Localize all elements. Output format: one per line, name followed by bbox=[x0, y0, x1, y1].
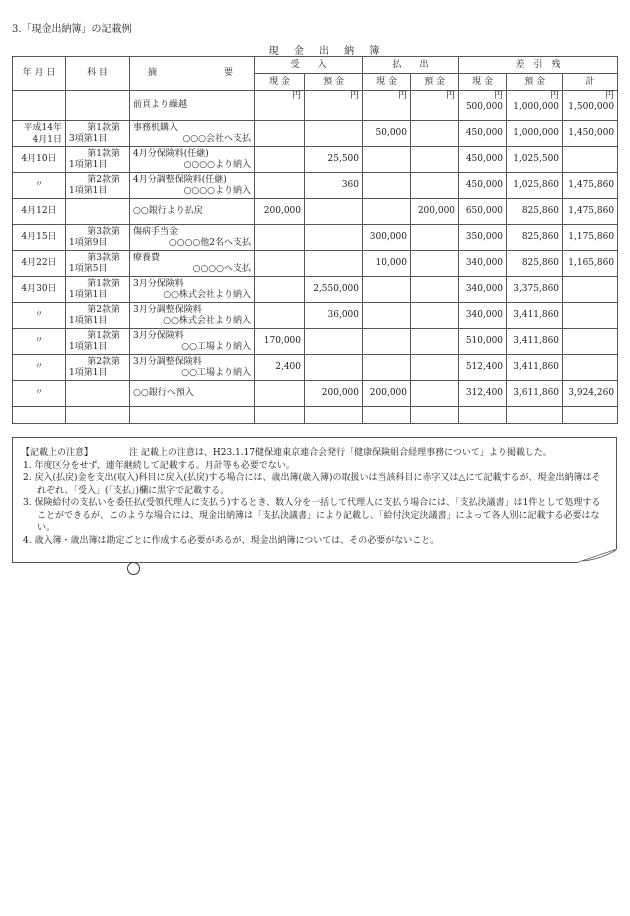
amount-value: 450,000 bbox=[465, 128, 504, 138]
summary-cell bbox=[130, 303, 255, 329]
amount-cell-in-cash bbox=[255, 121, 305, 147]
summary-cell bbox=[130, 381, 255, 407]
notes-source: 注 記載上の注意は、H23.1.17健保連東京連合会発行「健康保険組合経理事務について」より掲載した。 bbox=[129, 448, 552, 458]
amount-cell-bal-dep bbox=[507, 329, 563, 355]
amount-cell-in-cash bbox=[255, 225, 305, 251]
account-cell bbox=[66, 277, 130, 303]
date-cell bbox=[13, 147, 66, 173]
summary-line: 4月分調整保険料(任継) bbox=[133, 174, 227, 185]
account-line: 第2款第 bbox=[87, 174, 120, 185]
amount-value: 1,175,860 bbox=[568, 232, 615, 242]
empty-cell bbox=[363, 407, 411, 424]
page-curl-icon bbox=[577, 549, 617, 563]
amount-cell-bal-dep bbox=[507, 199, 563, 225]
table-row bbox=[13, 121, 618, 147]
summary-line: ○○○会社へ支払 bbox=[182, 133, 251, 144]
header-balance: 差 引 残 bbox=[459, 57, 618, 74]
date-text: 4月12日 bbox=[21, 206, 57, 216]
amount-cell-in-dep bbox=[305, 355, 363, 381]
amount-value: 500,000 bbox=[465, 102, 504, 112]
amount-value: 450,000 bbox=[465, 154, 504, 164]
date-cell bbox=[13, 355, 66, 381]
amount-cell-bal-total bbox=[563, 121, 618, 147]
amount-cell-bal-total bbox=[563, 355, 618, 381]
account-cell bbox=[66, 303, 130, 329]
amount-cell-out-dep bbox=[411, 225, 459, 251]
amount-cell-in-cash bbox=[255, 251, 305, 277]
summary-line: ○○○○より納入 bbox=[183, 185, 251, 196]
amount-cell-bal-dep bbox=[507, 147, 563, 173]
account-line: 1項第9目 bbox=[69, 237, 108, 248]
yen-unit: 円 bbox=[398, 91, 408, 101]
summary-cell bbox=[130, 147, 255, 173]
ledger-title: 現 金 出 納 簿 bbox=[268, 46, 386, 57]
amount-cell-bal-cash bbox=[459, 303, 507, 329]
summary-line: 傷病手当金 bbox=[133, 226, 179, 237]
amount-cell-bal-dep bbox=[507, 303, 563, 329]
empty-cell bbox=[459, 407, 507, 424]
amount-cell-in-dep bbox=[305, 381, 363, 407]
date-text: 〃 bbox=[34, 388, 44, 398]
summary-line: ○○株式会社より納入 bbox=[163, 315, 251, 326]
summary-line: 3月分調整保険料 bbox=[133, 356, 202, 367]
amount-cell-in-dep bbox=[305, 329, 363, 355]
amount-cell-bal-total bbox=[563, 329, 618, 355]
amount-value: 3,375,860 bbox=[513, 284, 560, 294]
account-cell bbox=[66, 329, 130, 355]
amount-cell-bal-total bbox=[563, 173, 618, 199]
amount-cell-out-cash bbox=[363, 381, 411, 407]
amount-value: 300,000 bbox=[369, 232, 408, 242]
amount-value: 1,500,000 bbox=[568, 102, 615, 112]
amount-value: 340,000 bbox=[465, 310, 504, 320]
date-cell bbox=[13, 199, 66, 225]
date-cell bbox=[13, 173, 66, 199]
header-bal-deposit: 預 金 bbox=[507, 74, 563, 91]
amount-value: 825,860 bbox=[521, 232, 560, 242]
summary-cell bbox=[130, 91, 255, 121]
empty-cell bbox=[507, 407, 563, 424]
amount-cell-bal-total bbox=[563, 147, 618, 173]
amount-cell-out-cash bbox=[363, 121, 411, 147]
amount-value: 10,000 bbox=[375, 258, 408, 268]
amount-cell-bal-cash bbox=[459, 121, 507, 147]
amount-cell-out-dep bbox=[411, 91, 459, 121]
amount-value: 2,400 bbox=[275, 362, 301, 372]
yen-unit: 円 bbox=[550, 91, 560, 101]
date-text: 平成14年 4月1日 bbox=[23, 122, 62, 145]
amount-cell-bal-cash bbox=[459, 199, 507, 225]
empty-cell bbox=[13, 407, 66, 424]
summary-line: ○○○○より納入 bbox=[183, 159, 251, 170]
amount-value: 1,475,860 bbox=[568, 206, 615, 216]
table-row bbox=[13, 277, 618, 303]
account-cell bbox=[66, 225, 130, 251]
amount-cell-in-dep bbox=[305, 199, 363, 225]
amount-cell-bal-dep bbox=[507, 277, 563, 303]
amount-cell-out-dep bbox=[411, 381, 459, 407]
account-line: 第1款第 bbox=[87, 330, 120, 341]
amount-cell-bal-total bbox=[563, 277, 618, 303]
amount-cell-out-cash bbox=[363, 225, 411, 251]
header-payments: 払 出 bbox=[363, 57, 459, 74]
summary-cell bbox=[130, 251, 255, 277]
summary-line: ○○銀行より払戻 bbox=[133, 206, 203, 216]
header-summary bbox=[130, 57, 255, 91]
note-item: 3. 保険給付の支払いを委任払(受領代理人に支払う)するとき、数人分を一括して代理人に支払う場合には、「支払決議書」は1件として処理することができるが、このような場合には、現金出納簿は「支払決議書」により記載し、「給付決定決議書」によって各人別に記載する必要はない。 bbox=[23, 498, 601, 533]
amount-value: 200,000 bbox=[417, 206, 456, 216]
amount-cell-bal-dep bbox=[507, 91, 563, 121]
section-heading: 3.「現金出納簿」の記載例 bbox=[12, 24, 132, 35]
date-cell bbox=[13, 381, 66, 407]
amount-cell-bal-dep bbox=[507, 251, 563, 277]
header-out-deposit: 預 金 bbox=[411, 74, 459, 91]
account-cell bbox=[66, 251, 130, 277]
table-row bbox=[13, 251, 618, 277]
cash-ledger-table bbox=[12, 56, 618, 424]
summary-line: ○○○○へ支払 bbox=[192, 263, 251, 274]
amount-cell-out-dep bbox=[411, 329, 459, 355]
circle-mark-icon bbox=[127, 562, 140, 575]
account-line: 第3款第 bbox=[87, 226, 120, 237]
account-cell bbox=[66, 91, 130, 121]
notes-title: 【記載上の注意】 bbox=[21, 448, 94, 458]
table-row bbox=[13, 303, 618, 329]
account-line: 1項第1目 bbox=[69, 367, 108, 378]
summary-cell bbox=[130, 355, 255, 381]
amount-value: 1,000,000 bbox=[513, 128, 560, 138]
account-line: 1項第1目 bbox=[69, 315, 108, 326]
amount-value: 340,000 bbox=[465, 284, 504, 294]
date-cell bbox=[13, 91, 66, 121]
amount-cell-out-cash bbox=[363, 277, 411, 303]
date-text: 4月15日 bbox=[21, 232, 57, 242]
amount-cell-bal-cash bbox=[459, 91, 507, 121]
amount-cell-out-dep bbox=[411, 147, 459, 173]
amount-value: 510,000 bbox=[465, 336, 504, 346]
amount-value: 25,500 bbox=[327, 154, 360, 164]
amount-cell-bal-total bbox=[563, 225, 618, 251]
table-row bbox=[13, 381, 618, 407]
amount-cell-in-cash bbox=[255, 173, 305, 199]
summary-cell bbox=[130, 225, 255, 251]
yen-unit: 円 bbox=[494, 91, 504, 101]
amount-value: 450,000 bbox=[465, 180, 504, 190]
account-line: 1項第1目 bbox=[69, 159, 108, 170]
amount-cell-in-cash bbox=[255, 381, 305, 407]
empty-cell bbox=[411, 407, 459, 424]
table-row bbox=[13, 199, 618, 225]
empty-cell bbox=[255, 407, 305, 424]
account-line: 1項第1目 bbox=[69, 185, 108, 196]
summary-line: ○○株式会社より納入 bbox=[163, 289, 251, 300]
account-line: 第2款第 bbox=[87, 304, 120, 315]
amount-value: 2,550,000 bbox=[313, 284, 360, 294]
amount-cell-bal-total bbox=[563, 381, 618, 407]
note-item: 4. 歳入簿・歳出簿は勘定ごとに作成する必要があるが、現金出納簿については、その必要がないこと。 bbox=[23, 535, 440, 546]
amount-cell-bal-dep bbox=[507, 121, 563, 147]
amount-value: 1,165,860 bbox=[568, 258, 615, 268]
header-summary-b: 要 bbox=[223, 68, 233, 78]
account-line: 第2款第 bbox=[87, 356, 120, 367]
date-text: 4月22日 bbox=[21, 258, 57, 268]
summary-cell bbox=[130, 199, 255, 225]
amount-cell-in-dep bbox=[305, 277, 363, 303]
amount-cell-in-dep bbox=[305, 173, 363, 199]
summary-line: ○○工場より納入 bbox=[181, 341, 251, 352]
summary-cell bbox=[130, 121, 255, 147]
summary-line: 3月分保険料 bbox=[133, 330, 184, 341]
amount-cell-bal-total bbox=[563, 251, 618, 277]
amount-cell-in-cash bbox=[255, 277, 305, 303]
amount-cell-in-cash bbox=[255, 147, 305, 173]
empty-cell bbox=[130, 407, 255, 424]
date-cell bbox=[13, 277, 66, 303]
header-out-cash: 現 金 bbox=[363, 74, 411, 91]
date-cell bbox=[13, 121, 66, 147]
amount-cell-bal-dep bbox=[507, 173, 563, 199]
amount-cell-out-cash bbox=[363, 173, 411, 199]
amount-cell-in-dep bbox=[305, 251, 363, 277]
summary-line: 3月分保険料 bbox=[133, 278, 184, 289]
amount-value: 512,400 bbox=[465, 362, 504, 372]
amount-cell-in-cash bbox=[255, 199, 305, 225]
summary-line: ○○銀行へ預入 bbox=[133, 388, 194, 398]
amount-cell-in-dep bbox=[305, 91, 363, 121]
amount-cell-out-cash bbox=[363, 303, 411, 329]
header-account: 科 目 bbox=[66, 57, 130, 91]
amount-value: 350,000 bbox=[465, 232, 504, 242]
amount-cell-bal-cash bbox=[459, 329, 507, 355]
amount-cell-out-dep bbox=[411, 355, 459, 381]
account-cell bbox=[66, 147, 130, 173]
header-in-deposit: 預 金 bbox=[305, 74, 363, 91]
table-row bbox=[13, 225, 618, 251]
amount-value: 3,611,860 bbox=[513, 388, 560, 398]
account-cell bbox=[66, 121, 130, 147]
header-bal-total: 計 bbox=[563, 74, 618, 91]
amount-cell-in-dep bbox=[305, 147, 363, 173]
amount-cell-bal-cash bbox=[459, 251, 507, 277]
amount-cell-bal-cash bbox=[459, 355, 507, 381]
amount-value: 36,000 bbox=[327, 310, 360, 320]
amount-value: 200,000 bbox=[321, 388, 360, 398]
amount-value: 650,000 bbox=[465, 206, 504, 216]
amount-value: 1,025,500 bbox=[513, 154, 560, 164]
yen-unit: 円 bbox=[350, 91, 360, 101]
date-text: 4月10日 bbox=[21, 154, 57, 164]
amount-cell-out-cash bbox=[363, 147, 411, 173]
amount-cell-bal-cash bbox=[459, 173, 507, 199]
amount-value: 200,000 bbox=[369, 388, 408, 398]
amount-cell-out-cash bbox=[363, 329, 411, 355]
amount-value: 200,000 bbox=[263, 206, 301, 216]
amount-cell-bal-total bbox=[563, 303, 618, 329]
header-date: 年 月 日 bbox=[13, 57, 66, 91]
table-row bbox=[13, 173, 618, 199]
amount-cell-bal-dep bbox=[507, 355, 563, 381]
summary-cell bbox=[130, 173, 255, 199]
account-cell bbox=[66, 199, 130, 225]
account-line: 第3款第 bbox=[87, 252, 120, 263]
amount-cell-in-dep bbox=[305, 225, 363, 251]
amount-value: 3,411,860 bbox=[513, 310, 560, 320]
amount-value: 1,450,000 bbox=[568, 128, 615, 138]
date-text: 〃 bbox=[34, 310, 44, 320]
account-cell bbox=[66, 173, 130, 199]
yen-unit: 円 bbox=[291, 91, 301, 101]
amount-value: 3,924,260 bbox=[568, 388, 615, 398]
summary-line: 療養費 bbox=[133, 252, 161, 263]
summary-line: 前頁より繰越 bbox=[133, 100, 188, 110]
amount-value: 170,000 bbox=[263, 336, 301, 346]
amount-cell-bal-cash bbox=[459, 277, 507, 303]
yen-unit: 円 bbox=[605, 91, 615, 101]
amount-cell-out-dep bbox=[411, 303, 459, 329]
amount-value: 360 bbox=[341, 180, 360, 190]
date-text: 4月30日 bbox=[21, 284, 57, 294]
note-item: 2. 戻入(払戻)金を支出(収入)科目に戻入(払戻)する場合には、歳出簿(歳入簿)の取扱いは当該科目に赤字又は△にて記載するが、現金出納簿はそれぞれ、「受入」(「支払」)欄に黒字で記載する。 bbox=[23, 473, 601, 496]
date-cell bbox=[13, 329, 66, 355]
amount-cell-out-cash bbox=[363, 355, 411, 381]
amount-cell-bal-cash bbox=[459, 381, 507, 407]
amount-cell-bal-cash bbox=[459, 147, 507, 173]
amount-cell-in-cash bbox=[255, 329, 305, 355]
summary-line: ○○○○他2名へ支払 bbox=[168, 237, 251, 248]
amount-cell-in-dep bbox=[305, 121, 363, 147]
date-cell bbox=[13, 251, 66, 277]
table-row bbox=[13, 355, 618, 381]
amount-value: 825,860 bbox=[521, 258, 560, 268]
table-row bbox=[13, 329, 618, 355]
account-line: 第1款第 bbox=[87, 122, 120, 133]
amount-value: 340,000 bbox=[465, 258, 504, 268]
amount-cell-out-cash bbox=[363, 199, 411, 225]
table-row bbox=[13, 147, 618, 173]
amount-cell-out-dep bbox=[411, 173, 459, 199]
amount-value: 312,400 bbox=[465, 388, 504, 398]
notes-box bbox=[12, 437, 617, 563]
account-line: 1項第1目 bbox=[69, 341, 108, 352]
amount-cell-bal-dep bbox=[507, 381, 563, 407]
summary-line: ○○工場より納入 bbox=[181, 367, 251, 378]
account-cell bbox=[66, 381, 130, 407]
account-line: 1項第1目 bbox=[69, 289, 108, 300]
account-line: 第1款第 bbox=[87, 278, 120, 289]
empty-cell bbox=[305, 407, 363, 424]
amount-cell-in-dep bbox=[305, 303, 363, 329]
table-row-empty bbox=[13, 407, 618, 424]
amount-cell-out-dep bbox=[411, 277, 459, 303]
amount-value: 1,475,860 bbox=[568, 180, 615, 190]
amount-value: 1,000,000 bbox=[513, 102, 560, 112]
date-text: 〃 bbox=[34, 336, 44, 346]
amount-value: 50,000 bbox=[375, 128, 408, 138]
header-receipts: 受 入 bbox=[255, 57, 363, 74]
date-cell bbox=[13, 303, 66, 329]
amount-cell-out-dep bbox=[411, 199, 459, 225]
empty-cell bbox=[66, 407, 130, 424]
amount-cell-out-dep bbox=[411, 121, 459, 147]
summary-cell bbox=[130, 277, 255, 303]
account-line: 第1款第 bbox=[87, 148, 120, 159]
amount-value: 3,411,860 bbox=[513, 336, 560, 346]
amount-cell-out-cash bbox=[363, 91, 411, 121]
empty-cell bbox=[563, 407, 618, 424]
table-row bbox=[13, 91, 618, 121]
account-line: 3項第1目 bbox=[69, 133, 108, 144]
header-in-cash: 現 金 bbox=[255, 74, 305, 91]
note-item: 1. 年度区分をせず、連年継続して記載する。月計等も必要でない。 bbox=[23, 460, 295, 471]
summary-line: 4月分保険料(任継) bbox=[133, 148, 209, 159]
date-text: 〃 bbox=[34, 180, 44, 190]
amount-value: 3,411,860 bbox=[513, 362, 560, 372]
date-cell bbox=[13, 225, 66, 251]
amount-cell-in-cash bbox=[255, 303, 305, 329]
amount-cell-out-dep bbox=[411, 251, 459, 277]
summary-cell bbox=[130, 329, 255, 355]
amount-cell-bal-total bbox=[563, 91, 618, 121]
summary-line: 事務机購入 bbox=[133, 122, 179, 133]
yen-unit: 円 bbox=[446, 91, 456, 101]
amount-value: 1,025,860 bbox=[513, 180, 560, 190]
account-cell bbox=[66, 355, 130, 381]
account-line: 1項第5目 bbox=[69, 263, 108, 274]
amount-cell-in-cash bbox=[255, 91, 305, 121]
header-bal-cash: 現 金 bbox=[459, 74, 507, 91]
amount-cell-bal-dep bbox=[507, 225, 563, 251]
amount-cell-out-cash bbox=[363, 251, 411, 277]
amount-cell-in-cash bbox=[255, 355, 305, 381]
summary-line: 3月分調整保険料 bbox=[133, 304, 202, 315]
amount-value: 825,860 bbox=[521, 206, 560, 216]
amount-cell-bal-cash bbox=[459, 225, 507, 251]
header-summary-a: 摘 bbox=[148, 68, 158, 78]
amount-cell-bal-total bbox=[563, 199, 618, 225]
date-text: 〃 bbox=[34, 362, 44, 372]
